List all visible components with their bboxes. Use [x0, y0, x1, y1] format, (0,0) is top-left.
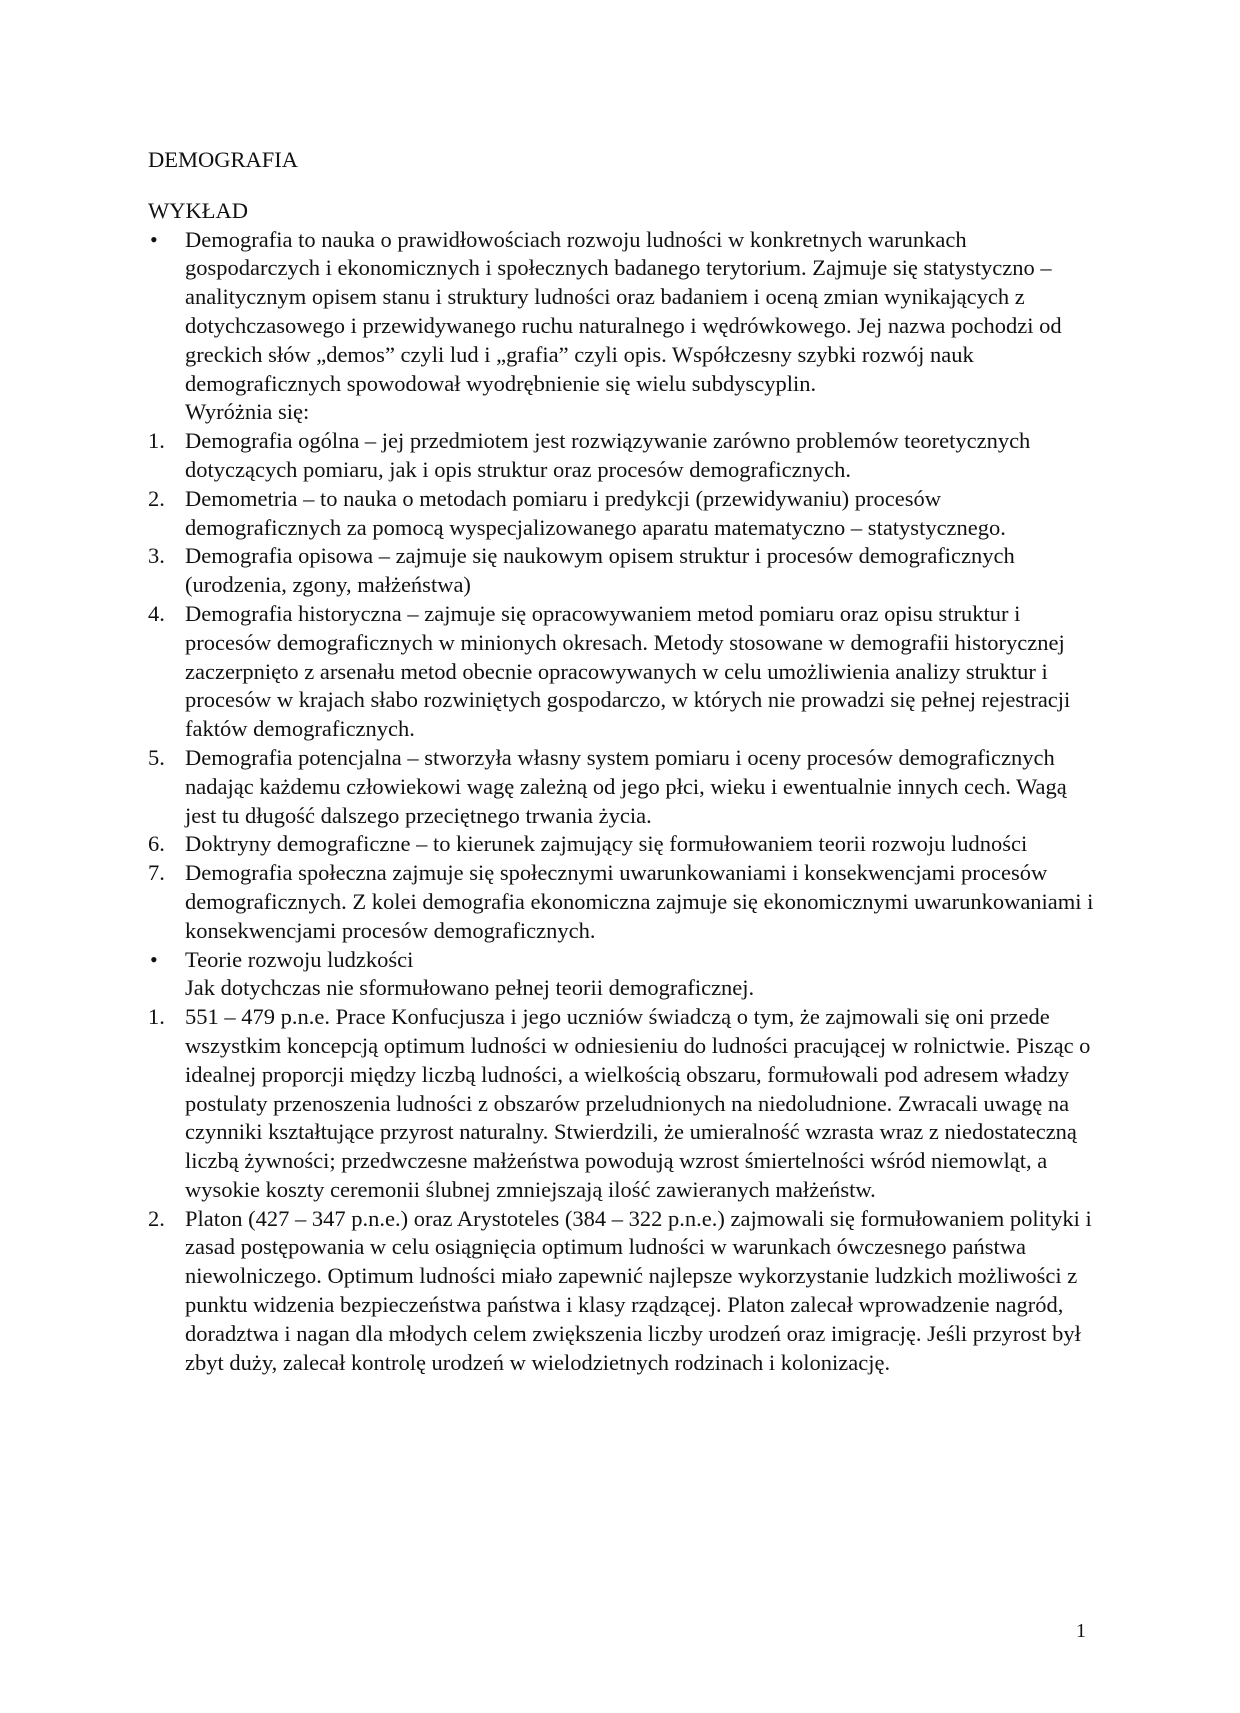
- list-item-text: Teorie rozwoju ludzkości: [185, 946, 414, 972]
- list-item: [148, 946, 1100, 1004]
- list-item-text: Demografia społeczna zajmuje się społecznymi uwarunkowaniami i konsekwencjami procesów demograficznych. Z kolei demografia ekonomiczna zajmuje się ekonomicznymi uwarunkowaniami i konsekwencjami procesów demograficznych.: [185, 860, 1094, 943]
- list-item-text: Platon (427 – 347 p.n.e.) oraz Arystoteles (384 – 322 p.n.e.) zajmowali się formułowaniem polityki i zasad postępowania w celu osiągnięcia optimum ludności w warunkach ówczesnego państwa niewolniczego. Optimum ludności miało zapewnić najlepsze wykorzystanie ludzkich możliwości z punktu widzenia bezpieczeństwa państwa i klasy rządzącej. Platon zalecał wprowadzenie nagród, doradztwa i nagan dla młodych celem zwiększenia liczby urodzeń oraz imigrację. Jeśli przyrost był zbyt duży, zalecał kontrolę urodzeń w wielodzietnych rodzinach i kolonizację.: [185, 1205, 1092, 1375]
- list-number: 1.: [148, 1004, 165, 1030]
- content-list: [148, 226, 1100, 1378]
- bullet-marker: •: [150, 226, 158, 252]
- list-item: [148, 427, 1100, 485]
- list-item-text: Demografia opisowa – zajmuje się naukowym opisem struktur i procesów demograficznych (urodzenia, zgony, małżeństwa): [185, 543, 1015, 598]
- list-item-text: Demometria – to nauka o metodach pomiaru i predykcji (przewidywaniu) procesów demograficznych za pomocą wyspecjalizowanego aparatu matematyczno – statystycznego.: [185, 485, 1006, 540]
- list-number: 2.: [148, 1205, 165, 1231]
- list-item: [148, 830, 1100, 859]
- list-item: [148, 744, 1100, 830]
- list-number: 6.: [148, 831, 165, 857]
- list-number: 5.: [148, 744, 165, 770]
- list-item: [148, 600, 1100, 744]
- list-item-text: 551 – 479 p.n.e. Prace Konfucjusza i jego uczniów świadczą o tym, że zajmowali się oni przede wszystkim koncepcją optimum ludności w odniesieniu do ludności pracującej w rolnictwie. Pisząc o idealnej proporcji między liczbą ludności, a wielkością obszaru, formułowali pod adresem władzy postulaty przenoszenia ludności z obszarów przeludnionych na niedoludnione. Zwracali uwagę na czynniki kształtujące przyrost naturalny. Stwierdzili, że umieralność wzrasta wraz z niedostateczną liczbą żywności; przedwczesne małżeństwa powodują wzrost śmiertelności wśród niemowląt, a wysokie koszty ceremonii ślubnej zmniejszają ilość zawieranych małżeństw.: [185, 1004, 1091, 1202]
- list-item-text: Demografia potencjalna – stworzyła własny system pomiaru i oceny procesów demograficznych nadając każdemu człowiekowi wagę zależną od jego płci, wieku i ewentualnie innych cech. Wagą jest tu długość dalszego przeciętnego trwania życia.: [185, 744, 1067, 828]
- list-number: 7.: [148, 860, 165, 886]
- list-item: [148, 485, 1100, 543]
- bullet-marker: •: [150, 946, 158, 972]
- list-item-subtext: Wyróżnia się:: [185, 399, 310, 425]
- list-item: [148, 542, 1100, 600]
- list-item-subtext: Jak dotychczas nie sformułowano pełnej teorii demograficznej.: [185, 975, 755, 1001]
- list-item-text: Demografia historyczna – zajmuje się opracowywaniem metod pomiaru oraz opisu struktur i procesów demograficznych w minionych okresach. Metody stosowane w demografii historycznej zaczerpnięto z arsenału metod obecnie opracowywanych w celu umożliwienia analizy struktur i procesów w krajach słabo rozwiniętych gospodarczo, w których nie prowadzi się pełnej rejestracji faktów demograficznych.: [185, 600, 1071, 742]
- list-number: 2.: [148, 485, 165, 511]
- document-title: DEMOGRAFIA: [148, 147, 299, 172]
- list-item: [148, 1003, 1100, 1205]
- list-item: [148, 1205, 1100, 1378]
- list-item: [148, 226, 1100, 428]
- list-item-text: Doktryny demograficzne – to kierunek zajmujący się formułowaniem teorii rozwoju ludności: [185, 831, 1028, 857]
- list-item-text: Demografia ogólna – jej przedmiotem jest rozwiązywanie zarówno problemów teoretycznych dotyczących pomiaru, jak i opis struktur oraz procesów demograficznych.: [185, 428, 1031, 482]
- list-number: 3.: [148, 543, 165, 569]
- list-number: 4.: [148, 600, 165, 626]
- list-number: 1.: [148, 428, 165, 454]
- page-number: 1: [1076, 1620, 1086, 1642]
- section-heading: WYKŁAD: [148, 197, 248, 223]
- document-body: [148, 146, 1100, 1377]
- list-item-text: Demografia to nauka o prawidłowościach rozwoju ludności w konkretnych warunkach gospodarczych i ekonomicznych i społecznych badanego terytorium. Zajmuje się statystyczno – analitycznym opisem stanu i struktury ludności oraz badaniem i oceną zmian wynikających z dotychczasowego i przewidywanego ruchu naturalnego i wędrówkowego. Jej nazwa pochodzi od greckich słów „demos” czyli lud i „grafia” czyli opis. Współczesny szybki rozwój nauk demograficznych spowodował wyodrębnienie się wielu subdyscyplin.: [185, 226, 1062, 396]
- list-item: [148, 859, 1100, 945]
